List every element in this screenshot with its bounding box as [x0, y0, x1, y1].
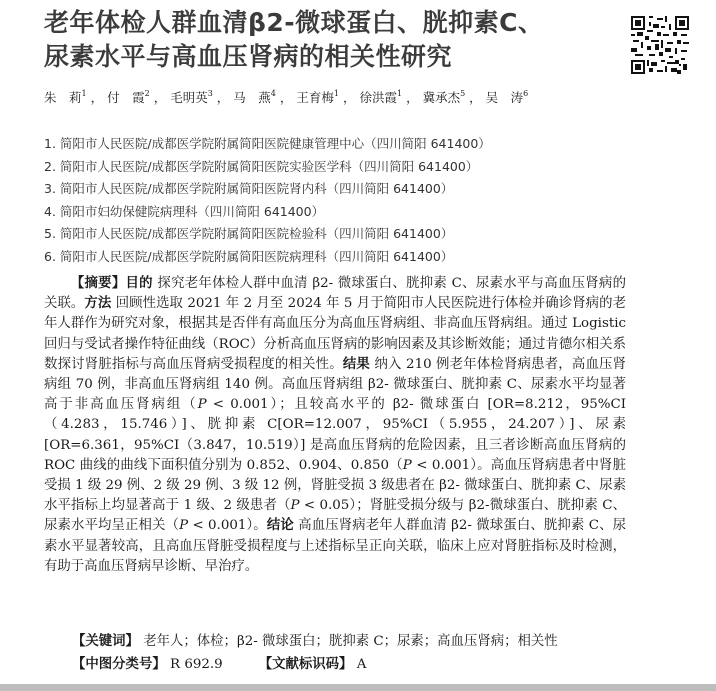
- author-list: 朱 莉$^1$ ， 付 霞$^2$ ， 毛明英$^3$ ， 马 燕$^4$ ， 王育梅$^1$ ， 徐洪霞$^1$ ， 冀承杰$^5$ ， 吴 涛$^6$: [44, 89, 529, 105]
- bottom-bar: [0, 684, 716, 691]
- p-value-symbol: P: [290, 498, 300, 514]
- keywords: [72, 630, 558, 649]
- conclusion-text: 高血压肾病老年人群血清 β2- 微球蛋白、胱抑素 C、尿素水平显著较高，且高血压肾脏受损程度与上述指标呈正向关联，临床上应对肾脏指标及时检测，有助于高血压肾病早诊断、早治疗。: [44, 518, 626, 574]
- doc-code-value: A: [356, 657, 367, 672]
- objective-text: 探究老年体检人群中血清 β2- 微球蛋白、胱抑素 C、尿素水平与高血压肾病的关联。: [44, 276, 626, 312]
- keywords-value: 老年人；体检；β2- 微球蛋白；胱抑素 C；尿素；高血压肾病；相关性: [143, 634, 558, 649]
- article-title: [44, 6, 614, 74]
- affiliation: 6. 简阳市人民医院/成都医学院附属简阳医院病理科（四川简阳 641400）: [44, 248, 454, 264]
- affiliation: 2. 简阳市人民医院/成都医学院附属简阳医院实验医学科（四川简阳 641400）: [44, 158, 479, 174]
- author: 付 霞: [107, 90, 145, 105]
- keywords-label: 【关键词】: [72, 634, 139, 649]
- results-label: 结果: [342, 356, 370, 372]
- methods-text: 回顾性选取 2021 年 2 月至 2024 年 5 月于简阳市人民医院进行体检并确诊肾病的老年人群作为研究对象，根据其是否伴有高血压分为高血压肾病组、非高血压肾病组。通过 Logistic 回归与受试者操作特征曲线（ROC）分析高血压肾病的影响因素及其诊断效能；通过肯德尔相关系数探讨肾脏指标与高血压肾病受损程度的相关性。: [44, 296, 627, 372]
- results-text: < 0.001）；且较高水平的 β2- 微球蛋白 [OR=8.212，95%CI（4.283，15.746）]、胱抑素 C[OR=12.007，95%CI（5.955，24.207）]、尿素 [OR=6.361，95%CI（3.847，10.519）] 是高血压肾病的危险因素，且三者诊断高血压肾病的 ROC 曲线的曲线下面积值分别为 0.852、0.904、0.850（: [44, 397, 627, 473]
- abstract-label: 【摘要】: [70, 276, 126, 291]
- qr-code-icon[interactable]: [631, 16, 689, 74]
- results-text: 纳入 210 例老年体检肾病患者，高血压肾病组 70 例，非高血压肾病组 140 例。高血压肾病组 β2- 微球蛋白、胱抑素 C、尿素水平均显著高于非高血压肾病组（: [44, 356, 627, 413]
- affiliation: 5. 简阳市人民医院/成都医学院附属简阳医院检验科（四川简阳 641400）: [44, 226, 454, 241]
- classification-line: [72, 653, 366, 672]
- author: 徐洪霞: [359, 90, 397, 105]
- title-line-1: 老年体检人群血清β2-微球蛋白、胱抑素C、: [44, 8, 544, 37]
- clc-label: 【中图分类号】: [72, 657, 166, 672]
- author: 冀承杰: [422, 90, 461, 105]
- clc-value: R 692.9: [170, 657, 223, 672]
- affiliation: 1. 简阳市人民医院/成都医学院附属简阳医院健康管理中心（四川简阳 641400）: [44, 136, 491, 151]
- results-text: < 0.001）。: [188, 518, 267, 534]
- affiliation-list: [44, 133, 491, 268]
- p-value-symbol: P: [197, 397, 207, 413]
- conclusion-label: 结论: [266, 518, 294, 534]
- author: 毛明英: [170, 90, 208, 105]
- objective-label: 目的: [125, 276, 153, 291]
- author: 朱 莉: [44, 90, 82, 105]
- results-text: < 0.001）。高血压肾病患者中肾脏受损 1 级 29 例、2 级 29 例、3 级 12 例，肾脏受损 3 级患者在 β2- 微球蛋白、胱抑素 C、尿素水平指标上均显著高于 1 级、2 级患者（: [44, 457, 626, 514]
- doc-code-label: 【文献标识码】: [258, 657, 353, 672]
- p-value-symbol: P: [179, 518, 189, 534]
- abstract: [44, 274, 626, 577]
- affiliation: 4. 简阳市妇幼保健院病理科（四川简阳 641400）: [44, 203, 325, 219]
- author: 王育梅: [296, 90, 334, 105]
- methods-label: 方法: [84, 296, 112, 312]
- author: 吴 涛: [485, 90, 524, 105]
- title-line-2: 尿素水平与高血压肾病的相关性研究: [44, 42, 453, 71]
- p-value-symbol: P: [402, 457, 412, 473]
- author: 马 燕: [233, 90, 271, 105]
- affiliation: 3. 简阳市人民医院/成都医学院附属简阳医院肾内科（四川简阳 641400）: [44, 181, 454, 196]
- results-text: < 0.05）；肾脏受损分级与 β2-微球蛋白、胱抑素 C、尿素水平均呈正相关（: [44, 498, 626, 534]
